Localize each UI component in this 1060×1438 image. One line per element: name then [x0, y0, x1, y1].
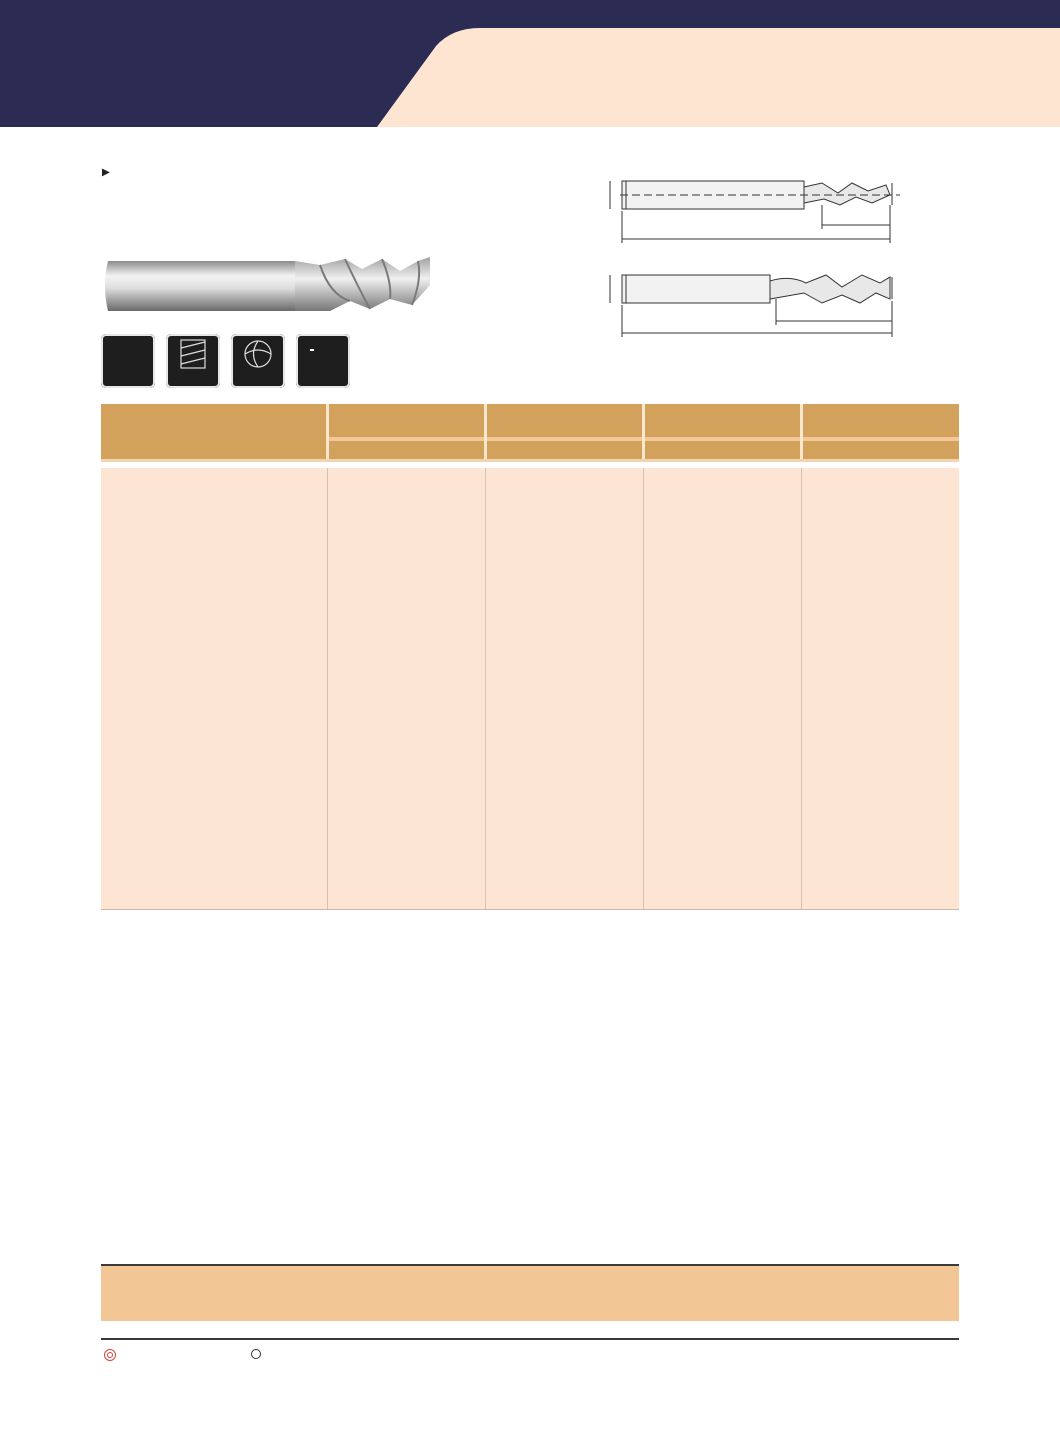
shank-tolerance-icon — [296, 334, 350, 388]
table-empty-area — [101, 468, 959, 910]
table-header — [101, 404, 959, 462]
material-header-row — [101, 1264, 959, 1321]
surface-finish-icon — [101, 334, 155, 388]
material-table — [101, 1264, 959, 1340]
end-mill-photo — [100, 255, 440, 317]
legend-not — [363, 1349, 373, 1361]
helix-angle-icon — [166, 334, 220, 388]
dimension-figures — [590, 165, 910, 345]
material-rating-row — [101, 1321, 959, 1340]
legend-most — [104, 1349, 124, 1364]
most-suitable-icon — [104, 1349, 116, 1361]
flute-count-icon — [231, 334, 285, 388]
suitable-icon — [251, 1349, 261, 1359]
header-peach-panel — [0, 0, 1060, 127]
legend-suitable — [251, 1349, 269, 1362]
spec-table — [101, 404, 959, 910]
